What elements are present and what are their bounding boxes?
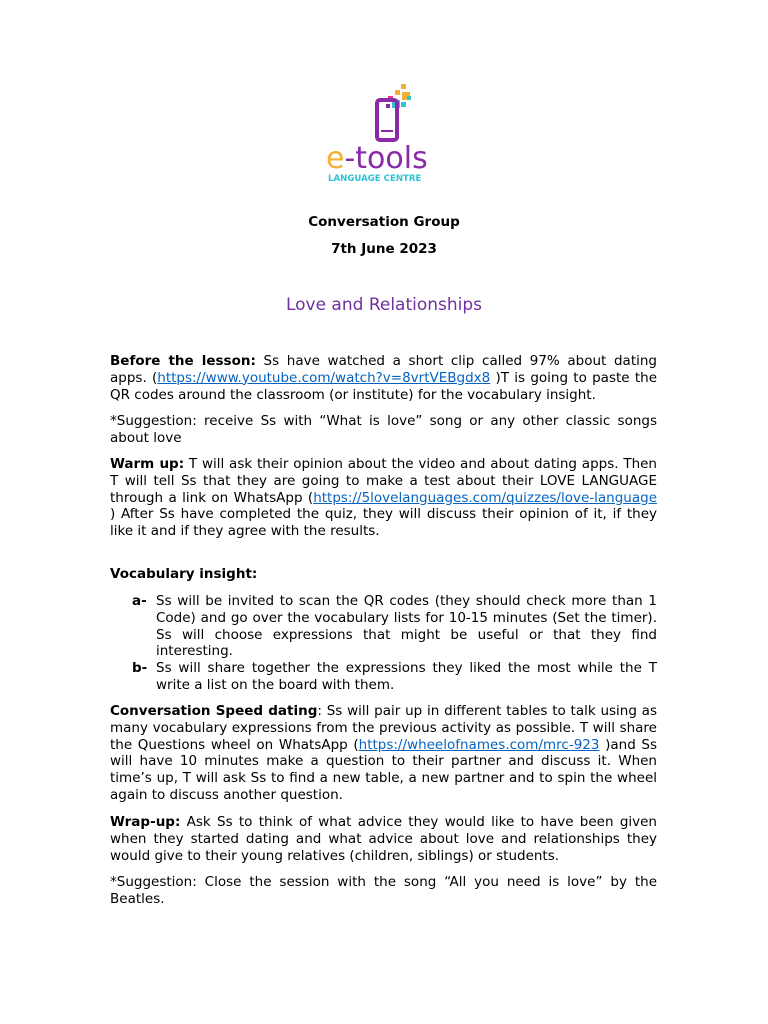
- list-item: [110, 660, 657, 694]
- wheel-of-names-link[interactable]: https://wheelofnames.com/mrc-923: [358, 736, 600, 753]
- warm-up-text: T will ask their opinion about the video and about dating apps. Then T will tell Ss that they are going to make a test about their LOVE LANGUAGE through a link on WhatsApp (: [110, 456, 657, 506]
- before-lesson-label: Before the lesson:: [110, 353, 256, 369]
- speed-dating-text-2: )and Ss will have 10 minutes make a question to their partner and discuss it. When time’s up, T will ask Ss to find a new table, a new partner and to spin the wheel again to discuss another question.: [110, 736, 657, 803]
- list-item-text: Ss will share together the expressions they liked the most while the T write a list on the board with them.: [156, 660, 657, 693]
- logo-wordmark-e: [326, 141, 428, 176]
- conversation-group-heading: Conversation Group: [308, 214, 460, 230]
- logo-pixel: [401, 84, 406, 89]
- suggestion-paragraph-2: *Suggestion: Close the session with the song “All you need is love” by the Beatles.: [110, 874, 657, 907]
- list-item-text: Ss will be invited to scan the QR codes (they should check more than 1 Code) and go over the vocabulary lists for 10-15 minutes (Set the timer). Ss will choose expressions that might be useful or that they find interesting.: [156, 593, 657, 660]
- before-lesson-paragraph: [110, 353, 657, 403]
- list-marker: b-: [132, 660, 148, 677]
- list-marker: a-: [132, 593, 147, 609]
- page-title: Love and Relationships: [285, 295, 483, 315]
- list-item: [110, 593, 657, 660]
- youtube-link[interactable]: https://www.youtube.com/watch?v=8vrtVEBgdx8: [157, 369, 491, 386]
- warm-up-label: Warm up:: [110, 456, 185, 472]
- logo-pixel: [395, 90, 400, 95]
- love-languages-link[interactable]: https://5lovelanguages.com/quizzes/love-language: [313, 489, 657, 506]
- wrap-up-paragraph: [110, 814, 657, 864]
- date-heading: 7th June 2023: [331, 241, 437, 257]
- before-lesson-text: Ss have watched a short clip called 97% about dating apps. (: [110, 353, 657, 386]
- vocabulary-list: [110, 593, 657, 694]
- vocabulary-insight-heading: [110, 566, 657, 583]
- logo-subtitle: LANGUAGE CENTRE: [328, 174, 422, 184]
- logo-pixel: [386, 104, 390, 108]
- speed-dating-text: : Ss will pair up in different tables to talk using as many vocabulary expressions from the previous activity as possible. T will share the Questions wheel on WhatsApp (: [110, 703, 657, 753]
- warm-up-paragraph: [110, 456, 657, 540]
- warm-up-text-2: ) After Ss have completed the quiz, they will discuss their opinion of it, if they like it and if they agree with the results.: [110, 506, 657, 540]
- wrap-up-text: Ask Ss to think of what advice they would like to have been given when they started dating and what advice about love and relationships they would give to their young relatives (children, siblings) or students.: [110, 814, 657, 864]
- logo-wordmark-tools: -tools: [344, 141, 428, 176]
- speed-dating-label: Conversation Speed dating: [110, 703, 318, 719]
- wrap-up-label: Wrap-up:: [110, 814, 181, 830]
- before-lesson-text-2: )T is going to paste the QR codes around the classroom (or institute) for the vocabulary insight.: [110, 369, 657, 403]
- vocabulary-insight-label: Vocabulary insight:: [110, 566, 258, 582]
- logo-pixel: [407, 96, 411, 100]
- speed-dating-paragraph: [110, 703, 657, 804]
- logo-pixel: [401, 102, 406, 107]
- suggestion-paragraph-1: *Suggestion: receive Ss with “What is love” song or any other classic songs about love: [110, 413, 657, 446]
- logo-wordmark-e-letter: e: [326, 141, 345, 176]
- etools-logo: [308, 80, 460, 190]
